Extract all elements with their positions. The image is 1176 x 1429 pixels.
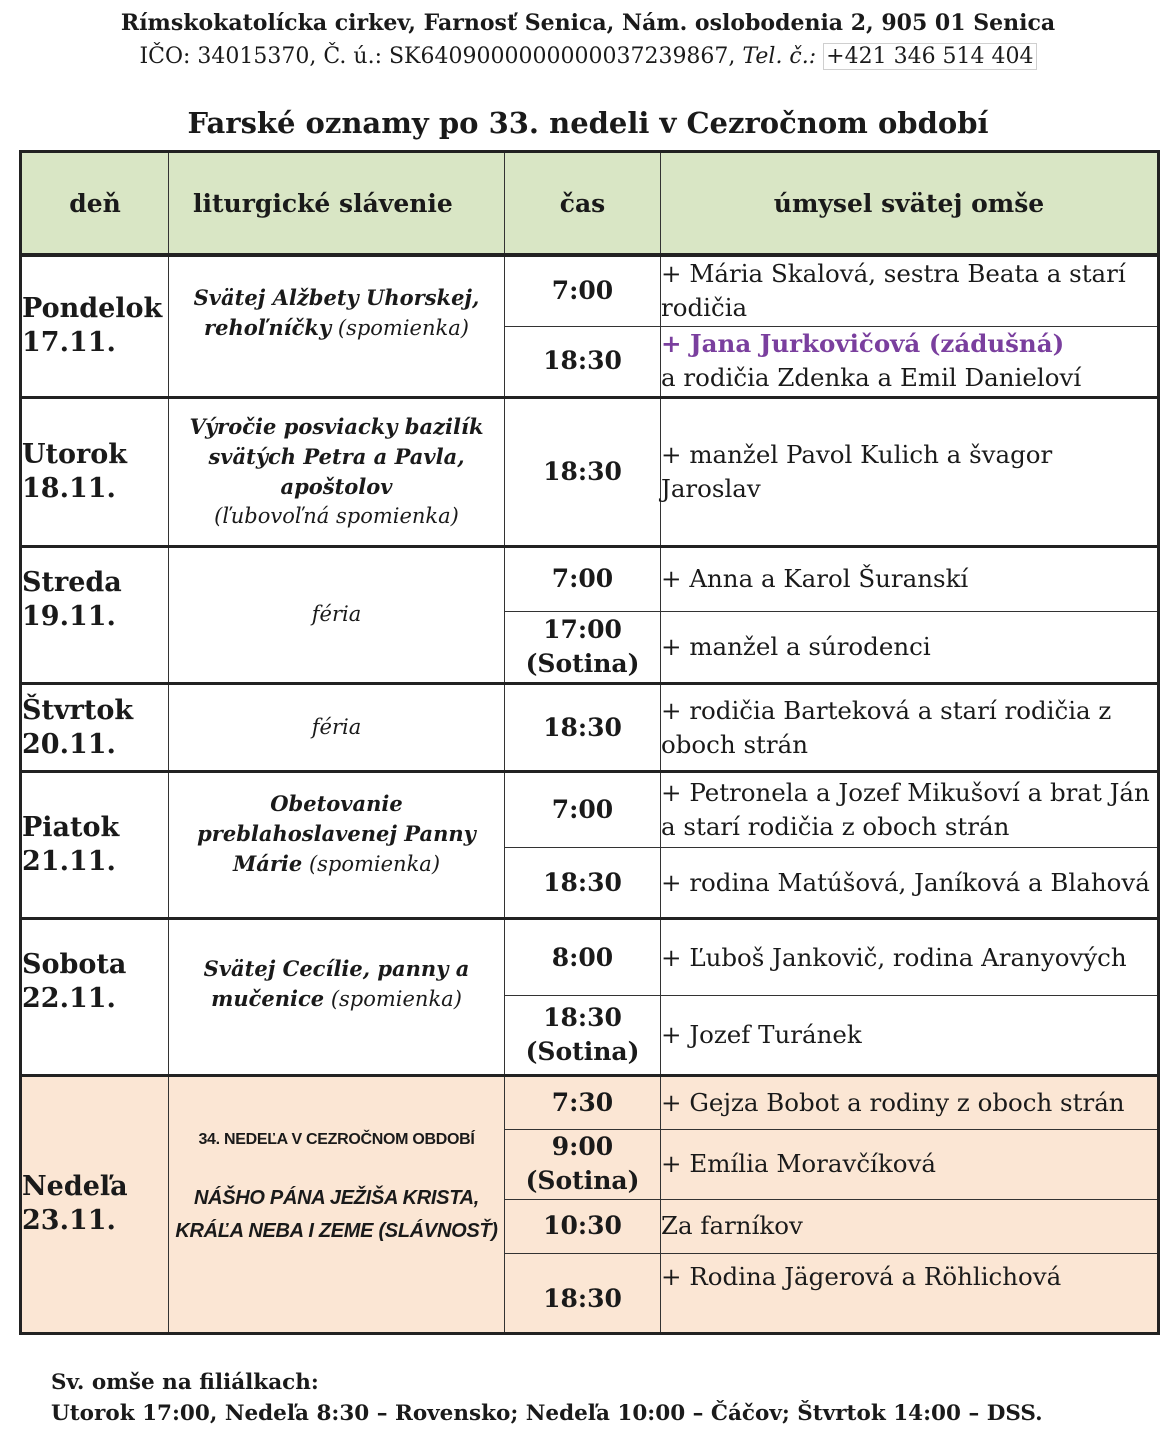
intention-cell: + rodina Matúšová, Janíková a Blahová [661, 848, 1159, 919]
liturgy-cell [169, 919, 505, 1075]
parish-ico-account: IČO: 34015370, Č. ú.: SK6409000000000037239867, [139, 44, 743, 69]
time-cell: 8:00 [505, 919, 661, 996]
filial-masses-heading: Sv. omše na filiálkach: [51, 1370, 319, 1395]
intention-cell: + Gejza Bobot a rodiny z oboch strán [661, 1075, 1159, 1129]
day-name: Streda [22, 566, 122, 598]
filial-masses-text: Utorok 17:00, Nedeľa 8:30 – Rovensko; Nedeľa 10:00 – Čáčov; Štvrtok 14:00 – DSS. [51, 1401, 1043, 1426]
page-title: Farské oznamy po 33. nedeli v Cezročnom období [187, 106, 989, 140]
day-cell [21, 1075, 169, 1333]
intention-cell: + Ľuboš Jankovič, rodina Aranyových [661, 919, 1159, 996]
intention-cell: + Mária Skalová, sestra Beata a starí rodičia [661, 255, 1159, 326]
filial-masses [51, 1367, 1043, 1429]
table-row [21, 255, 1159, 326]
table-row [21, 919, 1159, 996]
liturgy-title: Obetovanie preblahoslavenej Panny Márie [197, 791, 476, 877]
time-cell: 10:30 [505, 1199, 661, 1253]
time-cell: 7:30 [505, 1075, 661, 1129]
time-value: 18:30 [543, 1003, 622, 1032]
day-cell [21, 546, 169, 683]
intention-cell: + rodičia Barteková a starí rodičia z oboch strán [661, 684, 1159, 772]
day-name: Pondelok [22, 293, 163, 325]
day-name: Štvrtok [22, 694, 134, 726]
intention-cell [661, 326, 1159, 397]
intention-cell: + Petronela a Jozef Mikušoví a brat Ján a starí rodičia z oboch strán [661, 772, 1159, 848]
time-cell [505, 1129, 661, 1199]
day-date: 17.11. [22, 327, 116, 359]
day-cell [21, 772, 169, 919]
table-row [21, 1075, 1159, 1129]
day-date: 23.11. [22, 1205, 116, 1237]
tel-label: Tel. č.: [742, 44, 817, 69]
time-cell: 7:00 [505, 546, 661, 611]
table-row [21, 772, 1159, 848]
day-cell [21, 684, 169, 772]
schedule-table [19, 150, 1160, 1335]
intention-cell: + Rodina Jägerová a Röhlichová [661, 1253, 1159, 1333]
day-name: Sobota [22, 949, 127, 981]
intention-cell: + Emília Moravčíková [661, 1129, 1159, 1199]
day-cell [21, 397, 169, 546]
day-date: 19.11. [22, 600, 116, 632]
time-value: 9:00 [551, 1132, 614, 1162]
col-liturgy: liturgické slávenie [169, 152, 505, 256]
time-location: (Sotina) [525, 1166, 640, 1196]
time-cell: 18:30 [505, 848, 661, 919]
liturgy-rank: féria [311, 602, 362, 627]
table-header-row [21, 152, 1159, 256]
table-row [21, 397, 1159, 546]
liturgy-title: Výročie posviacky bazilík svätých Petra a Pavla, apoštolov [189, 414, 484, 500]
parish-header [0, 6, 1176, 74]
solemnity-title: NÁŠHO PÁNA JEŽIŠA KRISTA, KRÁĽA NEBA I ZEME (SLÁVNOSŤ) [175, 1186, 498, 1242]
intention-cell: + Anna a Karol Šuranskí [661, 546, 1159, 611]
col-intention: úmysel svätej omše [661, 152, 1159, 256]
day-date: 22.11. [22, 983, 116, 1015]
time-location: (Sotina) [525, 649, 640, 679]
table-row [21, 684, 1159, 772]
time-cell: 18:30 [505, 684, 661, 772]
liturgy-cell [169, 397, 505, 546]
liturgy-rank: féria [311, 715, 362, 740]
table-row [21, 546, 1159, 611]
liturgy-cell [169, 255, 505, 397]
phone-number: +421 346 514 404 [823, 43, 1036, 70]
day-date: 20.11. [22, 728, 116, 760]
day-date: 18.11. [22, 472, 116, 504]
parish-address: Rímskokatolícka cirkev, Farnosť Senica, Nám. oslobodenia 2, 905 01 Senica [120, 10, 1056, 36]
liturgy-rank: (spomienka) [337, 316, 469, 340]
liturgy-rank: (ľubovoľná spomienka) [214, 504, 459, 529]
liturgy-title: Svätej Alžbety Uhorskej, rehoľníčky [193, 285, 480, 340]
day-name: Nedeľa [22, 1171, 128, 1203]
time-location: (Sotina) [525, 1037, 640, 1066]
day-name: Utorok [22, 438, 127, 470]
funeral-intention: + Jana Jurkovičová (zádušná) [661, 329, 1065, 359]
day-cell [21, 255, 169, 397]
time-value: 17:00 [543, 615, 622, 645]
col-time: čas [505, 152, 661, 256]
intention-cell: Za farníkov [661, 1199, 1159, 1253]
time-cell: 7:00 [505, 255, 661, 326]
sunday-title: 34. NEDEĽA V CEZROČNOM OBDOBÍ [198, 1130, 475, 1148]
liturgy-rank: (spomienka) [330, 987, 462, 1012]
time-cell: 18:30 [505, 326, 661, 397]
liturgy-cell [169, 684, 505, 772]
intention-cell: + manžel Pavol Kulich a švagor Jaroslav [661, 397, 1159, 546]
liturgy-title: Svätej Cecílie, panny a mučenice [203, 956, 470, 1012]
intention-cell: + Jozef Turánek [661, 996, 1159, 1075]
liturgy-cell [169, 772, 505, 919]
liturgy-cell [169, 546, 505, 683]
time-cell: 18:30 [505, 1253, 661, 1333]
intention-text: a rodičia Zdenka a Emil Danieloví [661, 363, 1082, 393]
liturgy-cell [169, 1075, 505, 1333]
col-day: deň [21, 152, 169, 256]
day-name: Piatok [22, 812, 120, 844]
liturgy-rank: (spomienka) [308, 852, 441, 877]
time-cell: 18:30 [505, 397, 661, 546]
parish-ids [0, 40, 1176, 74]
time-cell [505, 996, 661, 1075]
day-cell [21, 919, 169, 1075]
intention-cell: + manžel a súrodenci [661, 611, 1159, 683]
time-cell: 7:00 [505, 772, 661, 848]
day-date: 21.11. [22, 846, 116, 878]
time-cell [505, 611, 661, 683]
